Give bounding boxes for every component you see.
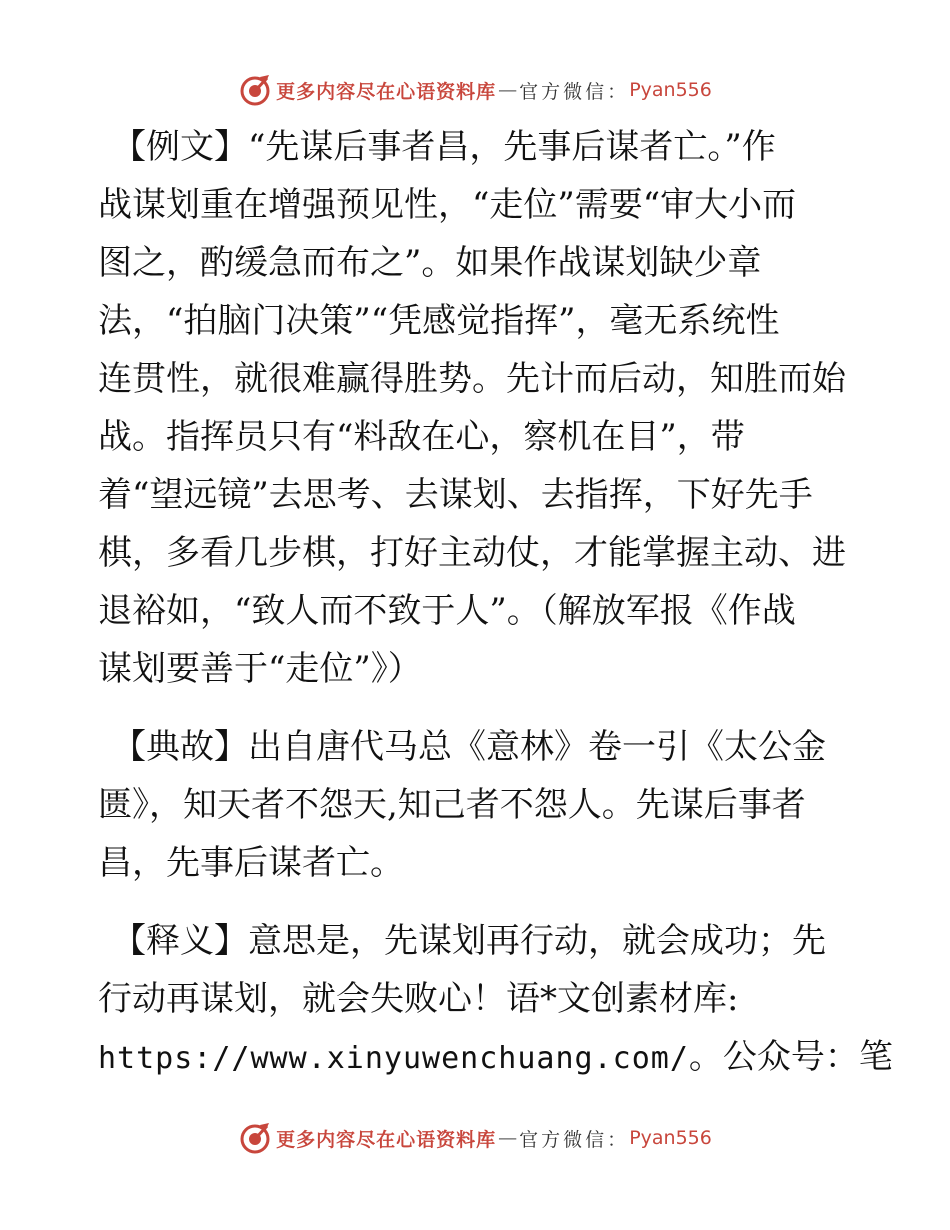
paragraph-allusion: [98, 718, 858, 892]
text-line: 棋，多看几步棋，打好主动仗，才能掌握主动、进: [98, 533, 846, 573]
text-line-url: [98, 1028, 893, 1086]
document-body: [98, 118, 893, 1086]
text-line: 战。指挥员只有“料敌在心，察机在目”，带: [98, 417, 745, 457]
banner-wechat-label: 官方微信：: [519, 80, 630, 103]
text-line: 昌，先事后谋者亡。: [98, 843, 404, 883]
text-line: 图之，酌缓急而布之”。如果作战谋划缺少章: [98, 243, 762, 283]
text-line: 【释义】意思是，先谋划再行动，就会成功；先: [112, 921, 826, 961]
text-line: 退裕如，“致人而不致于人”。（解放军报《作战: [98, 591, 796, 631]
banner-separator: —: [498, 1127, 518, 1149]
text-line: 战谋划重在增强预见性，“走位”需要“审大小而: [98, 185, 797, 225]
banner-wechat-handle: Pyan556: [629, 79, 712, 101]
banner-wechat-label: 官方微信：: [519, 1128, 630, 1151]
banner-wechat-handle: Pyan556: [629, 1127, 712, 1149]
logo-icon: [238, 1121, 272, 1155]
text-line: 行动再谋划，就会失败心！语*文创素材库:: [98, 979, 739, 1019]
logo-icon: [238, 73, 272, 107]
header-banner: [0, 70, 950, 110]
footer-banner: [0, 1118, 950, 1158]
text-line: 谋划要善于“走位”》）: [98, 649, 422, 689]
paragraph-gap: [98, 698, 858, 718]
paragraph-gap: [98, 892, 858, 912]
banner-brand: 更多内容尽在心语资料库: [276, 1128, 497, 1151]
text-line: 【典故】出自唐代马总《意林》卷一引《太公金: [112, 727, 826, 767]
text-line: 【例文】“先谋后事者昌，先事后谋者亡。”作: [112, 127, 776, 167]
text-line: 法，“拍脑门决策”“凭感觉指挥”，毫无系统性: [98, 301, 780, 341]
paragraph-explanation: [98, 912, 893, 1086]
banner-brand: 更多内容尽在心语资料库: [276, 80, 497, 103]
text-line: 连贯性，就很难赢得胜势。先计而后动，知胜而始: [98, 359, 846, 399]
banner-separator: —: [498, 79, 518, 101]
text-line: 匮》，知天者不怨天,知己者不怨人。先谋后事者: [98, 785, 806, 825]
source-url: https://www.xinyuwenchuang.com/: [98, 1041, 689, 1076]
paragraph-example: [98, 118, 858, 698]
text-tail: 。公众号：笔: [688, 1037, 893, 1077]
text-line: 着“望远镜”去思考、去谋划、去指挥，下好先手: [98, 475, 813, 515]
